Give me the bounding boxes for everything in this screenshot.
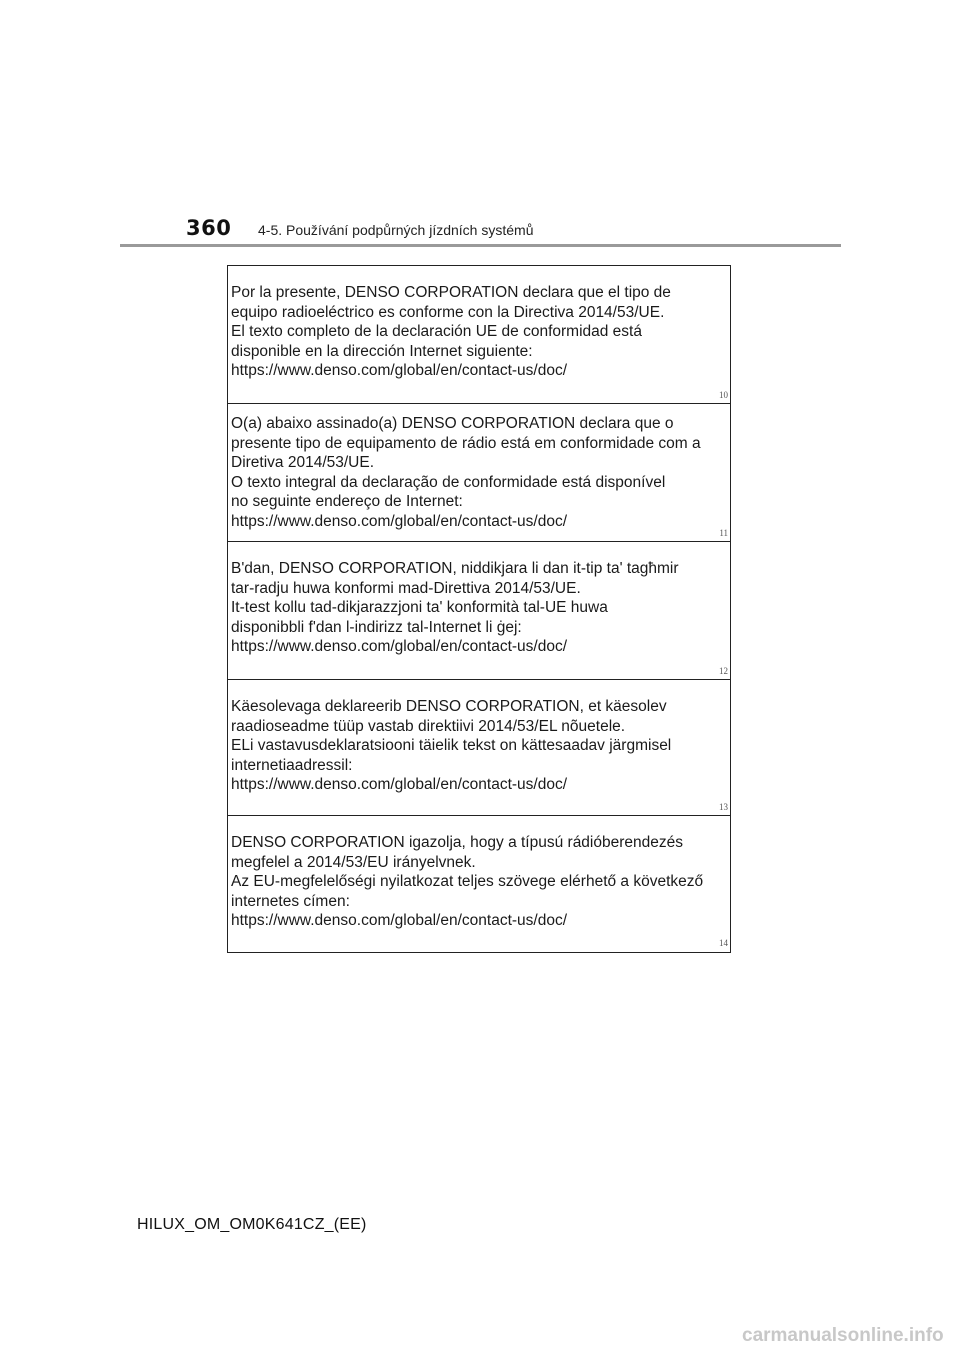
declaration-line: disponible en la dirección Internet siguiente: <box>231 342 533 360</box>
declaration-block-portuguese <box>228 404 730 542</box>
declaration-block-spanish <box>228 266 730 404</box>
declaration-block-hungarian <box>228 816 730 951</box>
declaration-line: B'dan, DENSO CORPORATION, niddikjara li dan it-tip ta' tagħmir <box>231 560 679 577</box>
declaration-line: Por la presente, DENSO CORPORATION declara que el tipo de <box>231 284 671 301</box>
declaration-block-estonian <box>228 680 730 816</box>
declaration-url: https://www.denso.com/global/en/contact-us/doc/ <box>231 638 568 655</box>
declaration-line: disponibbli f'dan l-indirizz tal-Internet li ġej: <box>231 618 522 636</box>
declaration-number: 14 <box>719 938 728 948</box>
declaration-line: O texto integral da declaração de conformidade está disponível <box>231 473 666 491</box>
declaration-line: presente tipo de equipamento de rádio está em conformidade com a <box>231 434 701 452</box>
declaration-line: equipo radioeléctrico es conforme con la Directiva 2014/53/UE. <box>231 303 665 321</box>
declaration-line: ELi vastavusdeklaratsiooni täielik tekst on kättesaadav järgmisel <box>231 737 672 754</box>
declaration-number: 10 <box>719 390 728 400</box>
declaration-text <box>231 559 712 657</box>
declaration-url: https://www.denso.com/global/en/contact-us/doc/ <box>231 512 568 530</box>
declaration-line: tar-radju huwa konformi mad-Direttiva 2014/53/UE. <box>231 579 581 597</box>
declaration-line: Käesolevaga deklareerib DENSO CORPORATION, et käesolev <box>231 698 667 715</box>
declaration-line: El texto completo de la declaración UE de conformidad está <box>231 323 642 340</box>
header-divider <box>120 244 841 247</box>
page-number: 360 <box>186 216 232 240</box>
declaration-text <box>231 833 712 931</box>
section-title: 4-5. Používání podpůrných jízdních systémů <box>258 222 534 238</box>
declaration-number: 11 <box>719 528 728 538</box>
declaration-text <box>231 283 712 381</box>
declaration-line: It-test kollu tad-dikjarazzjoni ta' konformità tal-UE huwa <box>231 599 608 616</box>
declaration-line: no seguinte endereço de Internet: <box>231 493 463 510</box>
declaration-line: Diretiva 2014/53/UE. <box>231 454 375 471</box>
document-code: HILUX_OM_OM0K641CZ_(EE) <box>137 1216 367 1233</box>
declaration-line: O(a) abaixo assinado(a) DENSO CORPORATION declara que o <box>231 415 674 432</box>
declaration-number: 13 <box>719 802 728 812</box>
declaration-line: Az EU-megfelelőségi nyilatkozat teljes szövege elérhető a következő <box>231 873 704 890</box>
watermark: carmanualsonline.info <box>742 1325 944 1346</box>
declaration-line: megfelel a 2014/53/EU irányelvnek. <box>231 853 476 871</box>
declaration-block-maltese <box>228 542 730 680</box>
declaration-line: internetes címen: <box>231 892 350 910</box>
declaration-url: https://www.denso.com/global/en/contact-us/doc/ <box>231 912 568 929</box>
declaration-text <box>231 697 712 795</box>
declaration-text <box>231 414 712 531</box>
declaration-number: 12 <box>719 666 728 676</box>
declaration-line: DENSO CORPORATION igazolja, hogy a típusú rádióberendezés <box>231 834 683 851</box>
declaration-line: internetiaadressil: <box>231 756 353 774</box>
declaration-line: raadioseadme tüüp vastab direktiivi 2014/53/EL nõuetele. <box>231 717 626 735</box>
declaration-table <box>227 265 731 953</box>
declaration-url: https://www.denso.com/global/en/contact-us/doc/ <box>231 776 568 793</box>
declaration-url: https://www.denso.com/global/en/contact-us/doc/ <box>231 362 568 379</box>
